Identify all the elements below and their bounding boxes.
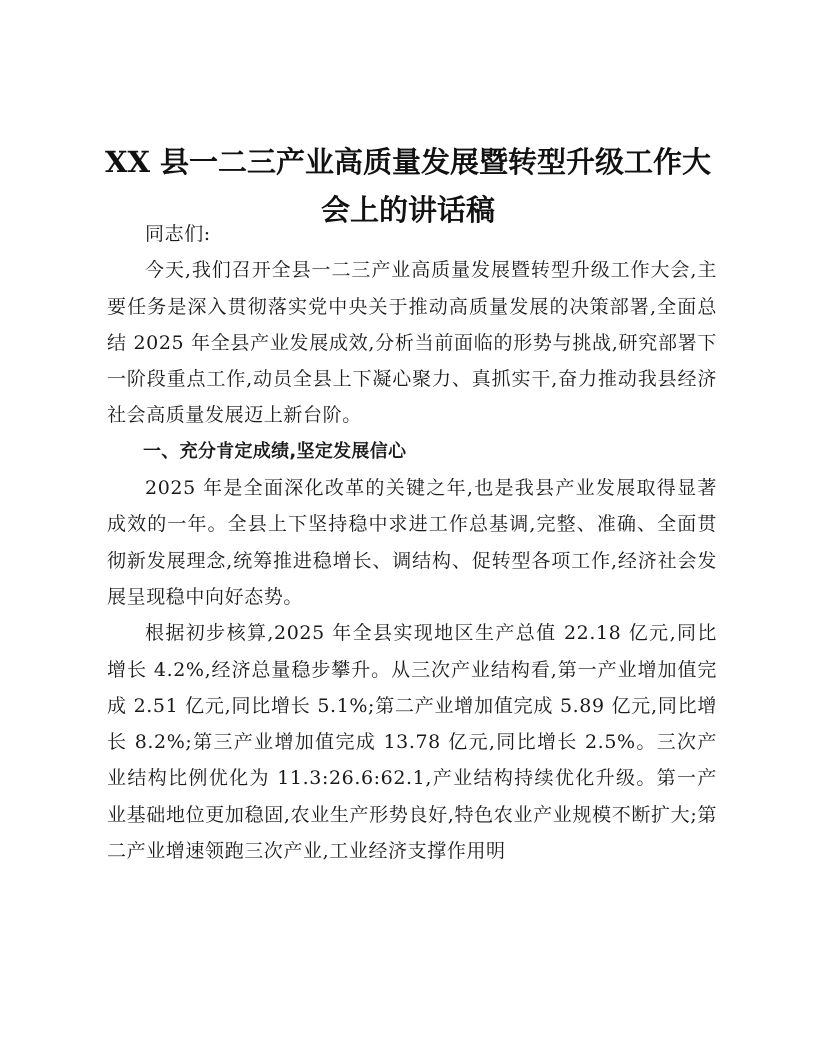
document-body: [107, 216, 717, 869]
document-title: XX 县一二三产业高质量发展暨转型升级工作大会上的讲话稿: [104, 145, 712, 227]
section-heading-1: 一、充分肯定成绩,坚定发展信心: [143, 440, 407, 462]
paragraph-statistics: 根据初步核算,2025 年全县实现地区生产总值 22.18 亿元,同比增长 4.2%,经济总量稳步攀升。从三次产业结构看,第一产业增加值完成 2.51 亿元,同比增长 5.1%;第二产业增加值完成 5.89 亿元,同比增长 8.2%;第三产业增加值完成 13.78 亿元,同比增长 2.5%。三次产业结构比例优化为 11.3:26.6:62.1,产业结构持续优化升级。第一产业基础地位更加稳固,农业生产形势良好,特色农业产业规模不断扩大;第二产业增速领跑三次产业,工业经济支撑作用明: [107, 622, 717, 863]
paragraph-overview: 2025 年是全面深化改革的关键之年,也是我县产业发展取得显著成效的一年。全县上下坚持稳中求进工作总基调,完整、准确、全面贯彻新发展理念,统筹推进稳增长、调结构、促转型各项工作,经济社会发展呈现稳中向好态势。: [107, 477, 717, 608]
paragraph-intro: 今天,我们召开全县一二三产业高质量发展暨转型升级工作大会,主要任务是深入贯彻落实党中央关于推动高质量发展的决策部署,全面总结 2025 年全县产业发展成效,分析当前面临的形势与挑战,研究部署下一阶段重点工作,动员全县上下凝心聚力、真抓实干,奋力推动我县经济社会高质量发展迈上新台阶。: [107, 259, 717, 427]
salutation: 同志们:: [145, 223, 211, 245]
